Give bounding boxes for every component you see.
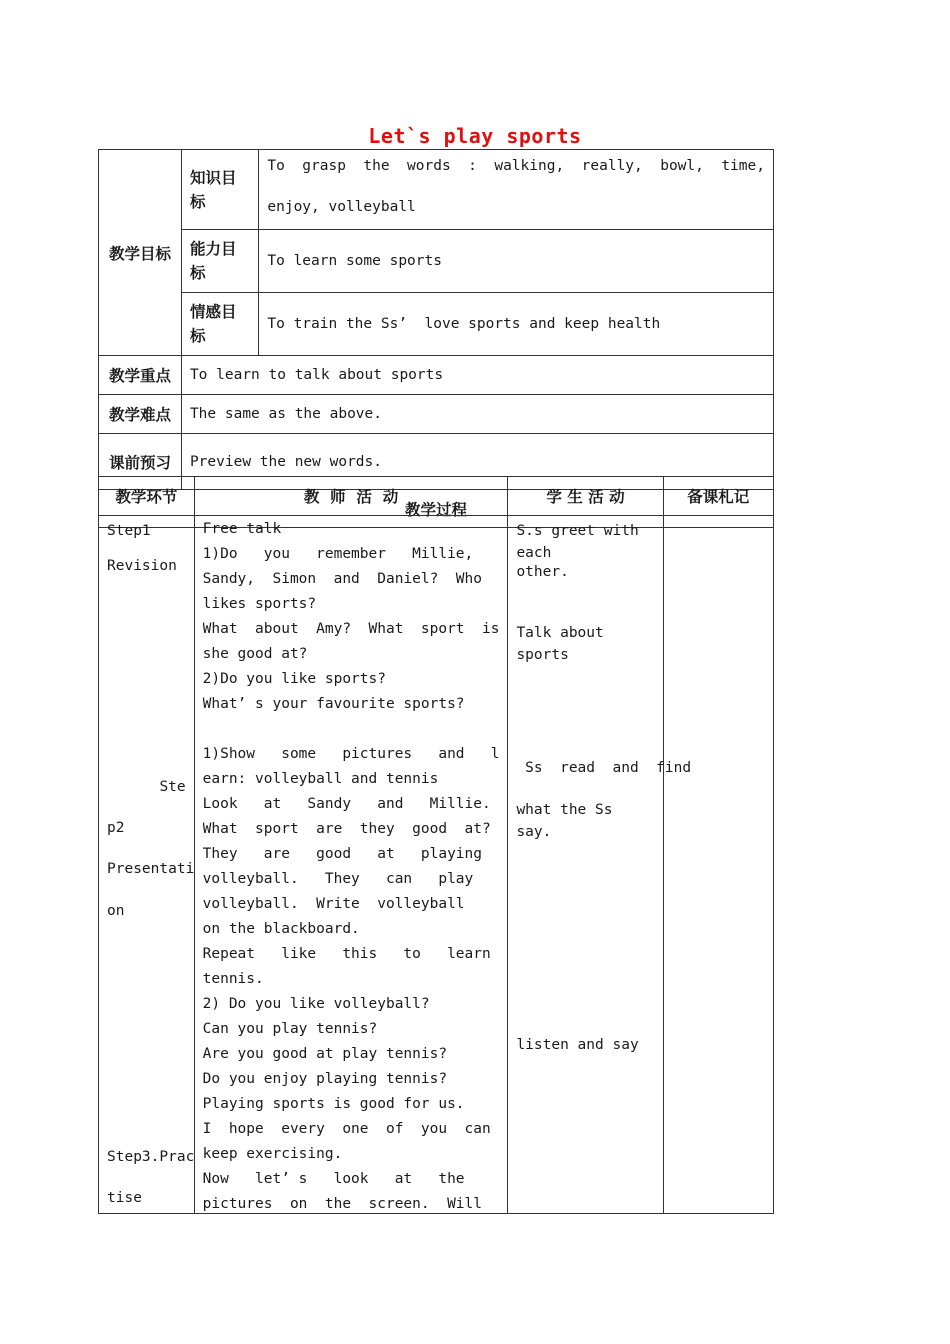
step1-label: Step1 (107, 523, 151, 539)
step2-label-a: Ste (159, 779, 186, 795)
key-point-text: To learn to talk about sports (181, 356, 773, 395)
teacher-line: she good at? (202, 646, 308, 662)
teacher-line: earn: volleyball and tennis (202, 771, 439, 787)
teacher-line: 2)Do you like sports? (202, 671, 386, 687)
student-activity-3a: Ss read and find (516, 760, 692, 776)
knowledge-line-1: To grasp the words : walking, really, bowl, time, (267, 158, 765, 174)
teacher-line: Playing sports is good for us. (202, 1096, 465, 1112)
ability-text: To learn some sports (259, 230, 774, 293)
teacher-line: Look at Sandy and Millie. (202, 796, 491, 812)
teacher-line: Do you enjoy playing tennis? (202, 1071, 448, 1087)
teacher-line: 2) Do you like volleyball? (202, 996, 430, 1012)
col-header-notes: 备课札记 (663, 477, 773, 516)
teacher-column (194, 516, 508, 1214)
student-activity-3b: what the Ss say. (516, 802, 613, 840)
step1-sublabel: Revision (107, 558, 177, 574)
teacher-line: I hope every one of you can (202, 1121, 491, 1137)
col-header-student: 学 生 活 动 (508, 477, 663, 516)
difficulty-text: The same as the above. (181, 395, 773, 434)
teacher-line: What’ s your favourite sports? (202, 696, 465, 712)
process-table (98, 476, 774, 1214)
student-activity-4: listen and say (516, 1037, 639, 1053)
teacher-line: Free talk (202, 521, 282, 537)
knowledge-text (259, 150, 774, 230)
notes-column (663, 516, 773, 1214)
student-activity-2: Talk about sports (516, 625, 604, 663)
teacher-line: on the blackboard. (202, 921, 360, 937)
teacher-activity-list (203, 517, 500, 1213)
teacher-line: They are good at playing (202, 846, 482, 862)
teacher-line: keep exercising. (202, 1146, 343, 1162)
teacher-line: pictures on the screen. Will (202, 1196, 482, 1212)
teacher-line (203, 717, 500, 742)
teacher-line: Are you good at play tennis? (202, 1046, 448, 1062)
col-header-teacher: 教 师 活 动 (194, 477, 508, 516)
stage-column (99, 516, 195, 1214)
teacher-line: 1)Show some pictures and l (202, 746, 500, 762)
key-point-label: 教学重点 (99, 356, 182, 395)
teacher-line: Sandy, Simon and Daniel? Who (202, 571, 482, 587)
teacher-line: likes sports? (202, 596, 317, 612)
teacher-line: 1)Do you remember Millie, (202, 546, 474, 562)
student-activity-1a: S.s greet with each (516, 523, 639, 561)
page-title: Let`s play sports (368, 124, 582, 148)
teacher-line: Repeat like this to learn (202, 946, 491, 962)
preview-text: Preview the new words. (181, 434, 773, 490)
student-column (508, 516, 692, 1214)
teacher-line: volleyball. They can play (202, 871, 474, 887)
lesson-info-table (98, 149, 774, 528)
objectives-label: 教学目标 (99, 150, 182, 356)
step2-label-c: Presentati (107, 861, 195, 877)
step2-label-d: on (107, 903, 125, 919)
step3-label-a: Step3.Prac (107, 1149, 195, 1165)
teacher-line: Can you play tennis? (202, 1021, 378, 1037)
teacher-line: tennis. (202, 971, 264, 987)
step2-label-b: p2 (107, 820, 125, 836)
teacher-line: volleyball. Write volleyball (202, 896, 465, 912)
difficulty-label: 教学难点 (99, 395, 182, 434)
student-activity-1b: other. (516, 564, 569, 580)
knowledge-label: 知识目标 (181, 150, 258, 230)
ability-label: 能力目标 (181, 230, 258, 293)
teacher-line: Now let’ s look at the (202, 1171, 465, 1187)
teacher-line: What about Amy? What sport is (202, 621, 500, 637)
knowledge-line-2: enjoy, volleyball (267, 199, 416, 215)
preview-label: 课前预习 (99, 434, 182, 490)
emotion-label: 情感目标 (181, 293, 258, 356)
step3-label-b: tise (107, 1190, 142, 1206)
col-header-stage: 教学环节 (99, 477, 195, 516)
process-label: 教学过程 (99, 490, 774, 528)
emotion-text: To train the Ss’ love sports and keep health (259, 293, 774, 356)
teacher-line: What sport are they good at? (202, 821, 491, 837)
